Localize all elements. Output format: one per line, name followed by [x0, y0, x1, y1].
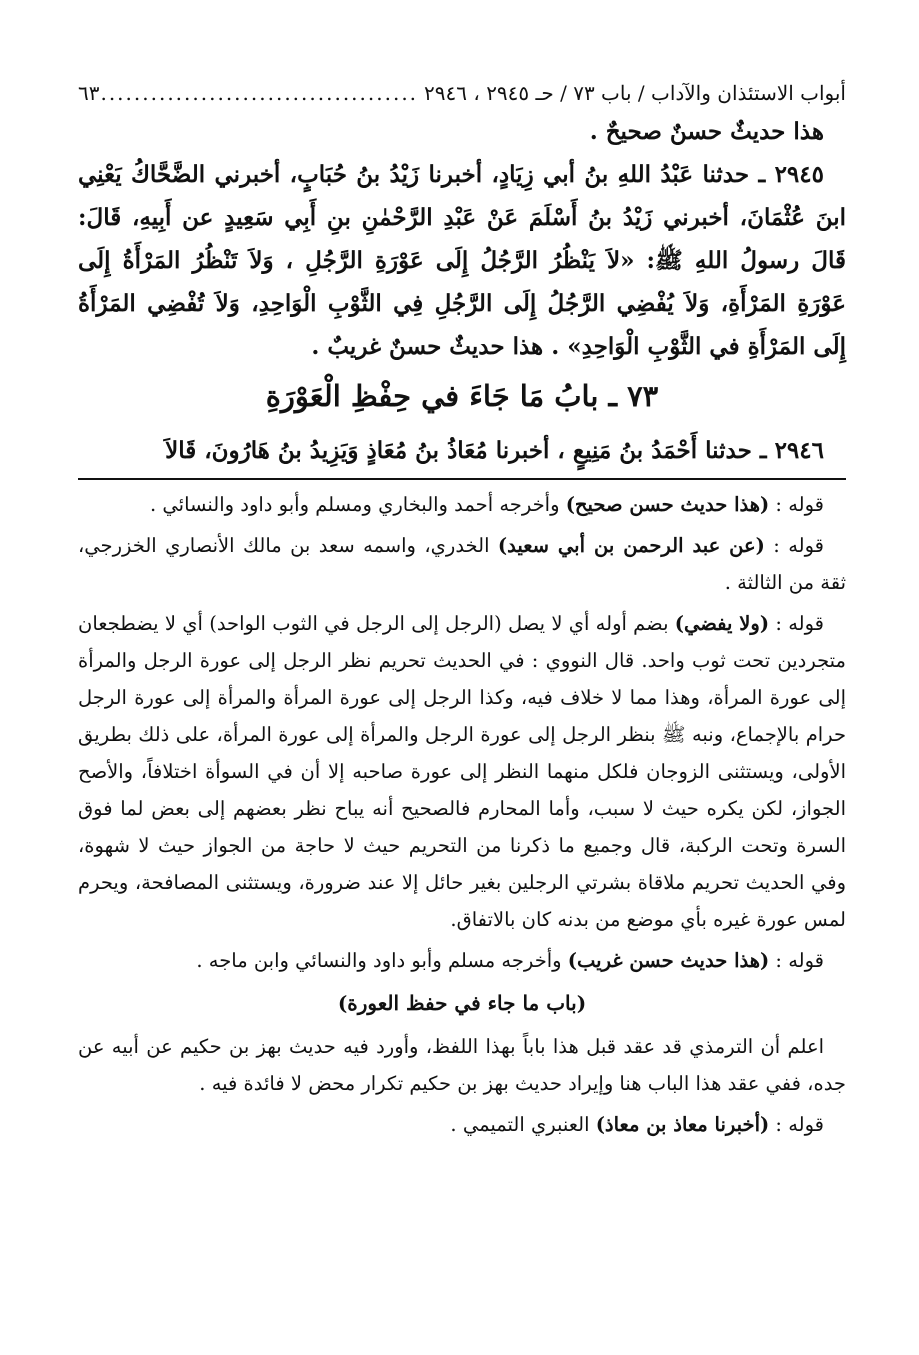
commentary-body: وأخرجه مسلم وأبو داود والنسائي وابن ماجه . — [196, 949, 568, 972]
commentary-paragraph — [78, 527, 846, 601]
commentary-body: بضم أوله أي لا يصل (الرجل إلى الرجل في الثوب الواحد) أي لا يضطجعان متجردين تحت ثوب واحد. قال النووي : في الحديث تحريم نظر الرجل إلى عورة الرجل والمرأة إلى عورة المرأة، وهذا مما لا خلاف فيه، وكذا الرجل إلى عورة المرأة والمرأة إلى عورة الرجل حرام بالإجماع، ونبه ﷺ بنظر الرجل إلى عورة الرجل والمرأة إلى عورة المرأة، على ذلك بطريق الأولى، ويستثنى الزوجان فلكل منهما النظر إلى عورة صاحبه إلا أن في السوأة اختلافاً، والأصح الجواز، لكن يكره حيث لا سبب، وأما المحارم فالصحيح أنه يباح نظر بعضهم إلى بعض لما فوق السرة وتحت الركبة، قال وجميع ما ذكرنا من التحريم حيث لا حاجة من الجواز حيث لا شهوة، وفي الحديث تحريم ملاقاة بشرتي الرجلين بغير حائل إلا عند ضرورة، ويستثنى المصافحة، ويحرم لمس عورة غيره بأي موضع من بدنه كان بالاتفاق. — [78, 612, 846, 931]
commentary-body: الخدري، واسمه سعد بن مالك الأنصاري الخزرجي، ثقة من الثالثة . — [78, 534, 846, 594]
commentary-body: وأخرجه أحمد والبخاري ومسلم وأبو داود والنسائي . — [150, 493, 566, 516]
commentary-paragraph — [78, 486, 846, 523]
commentary-paragraph — [78, 1106, 846, 1143]
commentary-lead: قوله : — [769, 493, 824, 516]
grading-line: هذا حديثٌ حسنٌ صحيحٌ . — [589, 118, 824, 145]
commentary-paragraph — [78, 1028, 846, 1102]
commentary-lead: قوله : — [769, 949, 824, 972]
book-page — [78, 78, 846, 1318]
commentary-paragraph — [78, 942, 846, 979]
commentary-quote: (عن عبد الرحمن بن أبي سعيد) — [497, 534, 765, 557]
commentary-quote: (هذا حديث حسن غريب) — [567, 949, 770, 972]
commentary-body: اعلم أن الترمذي قد عقد قبل هذا باباً بهذا اللفظ، وأورد فيه حديث بهز بن حكيم عن أبيه عن جده، ففي عقد هذا الباب هنا وإيراد حديث بهز بن حكيم تكرار محض لا فائدة فيه . — [78, 1035, 846, 1095]
header-leader-dots — [99, 78, 424, 108]
commentary-quote: (أخبرنا معاذ بن معاذ) — [595, 1113, 770, 1136]
commentary-quote: (هذا حديث حسن صحيح) — [565, 493, 770, 516]
commentary — [78, 486, 846, 1143]
running-header — [78, 78, 846, 110]
commentary-chapter-title: (باب ما جاء في حفظ العورة) — [337, 991, 587, 1015]
hadith-text — [78, 110, 846, 368]
commentary-paragraph — [78, 605, 846, 938]
page-number: ٦٣ — [78, 81, 100, 105]
commentary-lead: قوله : — [764, 534, 824, 557]
commentary-quote: (ولا يفضي) — [674, 612, 770, 635]
hadith-2946: ٢٩٤٦ ـ حدثنا أَحْمَدُ بنُ مَنِيعٍ ، أخبرنا مُعَاذُ بنُ مُعَاذٍ وَيَزِيدُ بنُ هَارُونَ، قَالاَ — [78, 430, 846, 480]
commentary-lead: قوله : — [769, 612, 824, 635]
hadith-2945: ٢٩٤٥ ـ حدثنا عَبْدُ اللهِ بنُ أبي زِيَادٍ، أخبرنا زَيْدُ بنُ حُبَابٍ، أخبرني الضَّحَّاكُ يَعْنِي ابنَ عُثْمَانَ، أخبرني زَيْدُ بنُ أَسْلَمَ عَنْ عَبْدِ الرَّحْمٰنِ بنِ أَبِي سَعِيدٍ عن أَبِيهِ، قَالَ: قَالَ رسولُ اللهِ ﷺ: «لاَ يَنْظُرُ الرَّجُلُ إِلَى عَوْرَةِ الرَّجُلِ ، وَلاَ تَنْظُرُ المَرْأَةُ إِلَى عَوْرَةِ المَرْأَةِ، وَلاَ يُفْضِي الرَّجُلُ إِلَى الرَّجُلِ فِي الثَّوْبِ الْوَاحِدِ، وَلاَ تُفْضِي المَرْأَةُ إِلَى المَرْأَةِ في الثَّوْبِ الْوَاحِدِ» . هذا حديثٌ حسنٌ غريبٌ . — [78, 161, 846, 360]
commentary-lead: قوله : — [769, 1113, 824, 1136]
commentary-body: العنبري التميمي . — [450, 1113, 596, 1136]
chapter-title: ٧٣ ـ بابُ مَا جَاءَ في حِفْظِ الْعَوْرَةِ — [265, 379, 659, 413]
header-text: أبواب الاستئذان والآداب / باب ٧٣ / حـ ٢٩٤٥ ، ٢٩٤٦ — [424, 81, 846, 105]
